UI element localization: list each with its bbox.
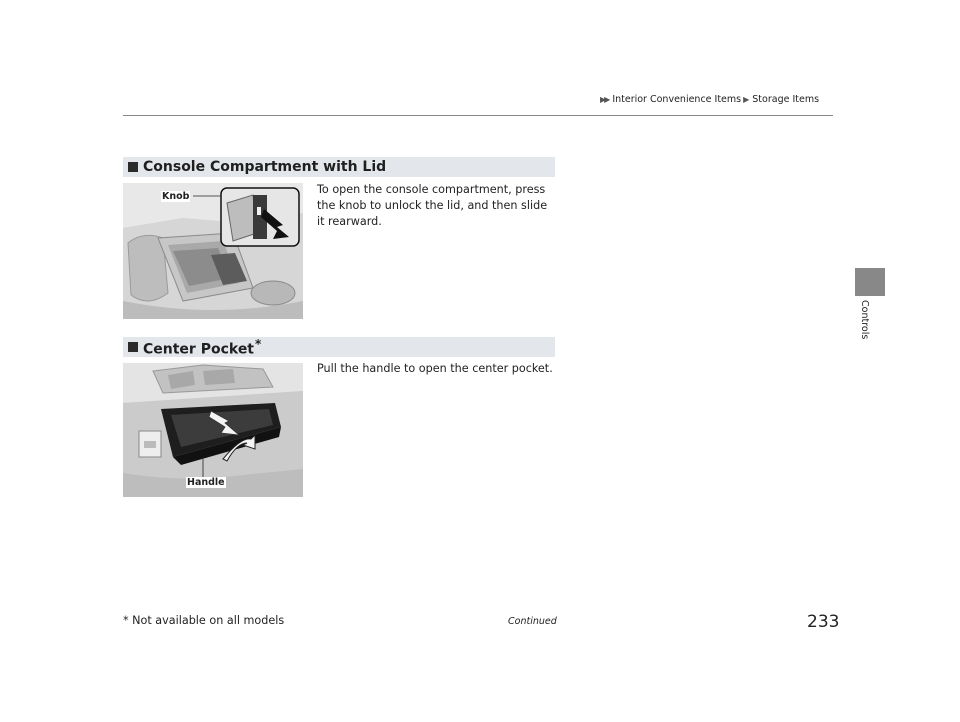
continued-label: Continued (508, 616, 557, 627)
breadcrumb (600, 94, 819, 105)
console-compartment-illustration (123, 183, 303, 319)
section-header-pocket (123, 337, 555, 357)
section-title-console: Console Compartment with Lid (143, 159, 387, 175)
square-bullet-icon (128, 162, 138, 172)
header-rule (123, 115, 833, 116)
handle-callout-label: Handle (187, 477, 225, 488)
chapter-tab-marker[interactable] (855, 268, 885, 296)
breadcrumb-item-storage-items[interactable]: Storage Items (752, 94, 820, 105)
section-title-pocket-text: Center Pocket (143, 341, 255, 358)
chapter-tab-text: Controls (859, 300, 870, 340)
pocket-instructions: Pull the handle to open the center pocket. (317, 362, 553, 375)
footnote: * Not available on all models (123, 614, 285, 627)
page-number: 233 (807, 612, 840, 632)
section-header-console (123, 157, 555, 177)
arrow-right-icon: ▶ (743, 95, 750, 104)
double-arrow-icon: ▶▶ (600, 95, 609, 104)
knob-callout-label: Knob (162, 191, 190, 202)
console-instructions: To open the console compartment, press the knob to unlock the lid, and then slide it rearward. (317, 183, 548, 228)
section-title-pocket (143, 337, 261, 358)
chapter-tab-label[interactable] (856, 300, 884, 360)
square-bullet-icon (128, 342, 138, 352)
console-illustration-svg (123, 183, 303, 319)
breadcrumb-item-interior-convenience[interactable]: Interior Convenience Items (612, 94, 742, 105)
footnote-asterisk[interactable]: * (255, 336, 262, 351)
